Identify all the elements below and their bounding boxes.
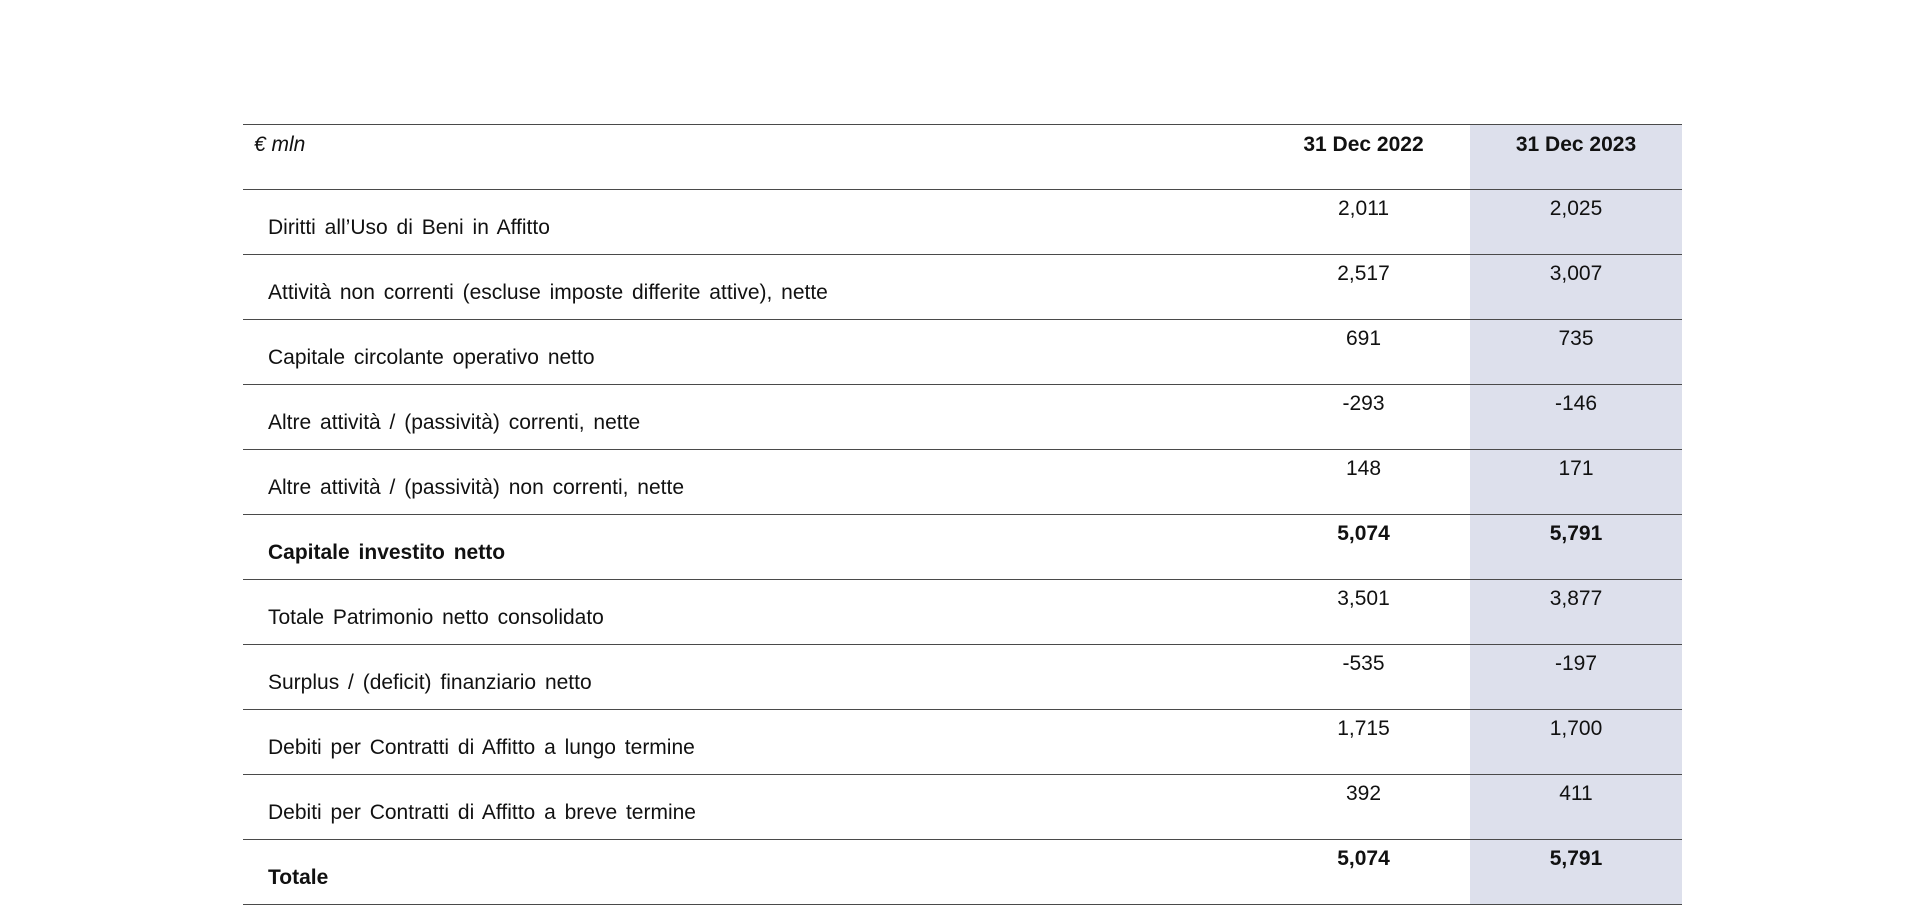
value-2023: 2,025 [1470, 190, 1682, 255]
table-row [243, 385, 1682, 450]
row-label: Capitale circolante operativo netto [243, 320, 1257, 385]
table-row [243, 450, 1682, 515]
value-2022: -293 [1257, 385, 1470, 450]
value-2023: -146 [1470, 385, 1682, 450]
value-2022: -535 [1257, 645, 1470, 710]
net-invested-capital-table [243, 124, 1682, 905]
value-2023: 171 [1470, 450, 1682, 515]
table-row [243, 255, 1682, 320]
financial-table-container [243, 124, 1682, 905]
value-2023: 5,791 [1470, 515, 1682, 580]
table-header-row [243, 125, 1682, 190]
value-2023: 1,700 [1470, 710, 1682, 775]
row-label: Altre attività / (passività) correnti, nette [243, 385, 1257, 450]
row-label: Altre attività / (passività) non correnti, nette [243, 450, 1257, 515]
value-2023: -197 [1470, 645, 1682, 710]
table-row [243, 320, 1682, 385]
value-2023: 3,007 [1470, 255, 1682, 320]
column-header-2023: 31 Dec 2023 [1470, 125, 1682, 190]
value-2022: 1,715 [1257, 710, 1470, 775]
row-label: Surplus / (deficit) finanziario netto [243, 645, 1257, 710]
value-2022: 148 [1257, 450, 1470, 515]
value-2022: 5,074 [1257, 840, 1470, 905]
value-2023: 411 [1470, 775, 1682, 840]
value-2022: 392 [1257, 775, 1470, 840]
table-row [243, 645, 1682, 710]
table-row [243, 515, 1682, 580]
table-body [243, 190, 1682, 905]
row-label: Debiti per Contratti di Affitto a lungo termine [243, 710, 1257, 775]
table-row [243, 840, 1682, 905]
value-2023: 735 [1470, 320, 1682, 385]
table-row [243, 710, 1682, 775]
row-label: Totale [243, 840, 1257, 905]
column-header-2022: 31 Dec 2022 [1257, 125, 1470, 190]
value-2022: 691 [1257, 320, 1470, 385]
row-label: Capitale investito netto [243, 515, 1257, 580]
row-label: Debiti per Contratti di Affitto a breve termine [243, 775, 1257, 840]
table-row [243, 580, 1682, 645]
row-label: Attività non correnti (escluse imposte differite attive), nette [243, 255, 1257, 320]
value-2023: 5,791 [1470, 840, 1682, 905]
value-2022: 2,011 [1257, 190, 1470, 255]
row-label: Totale Patrimonio netto consolidato [243, 580, 1257, 645]
value-2022: 3,501 [1257, 580, 1470, 645]
value-2022: 2,517 [1257, 255, 1470, 320]
value-2022: 5,074 [1257, 515, 1470, 580]
row-label: Diritti all’Uso di Beni in Affitto [243, 190, 1257, 255]
table-row [243, 190, 1682, 255]
unit-label: € mln [243, 125, 1257, 190]
value-2023: 3,877 [1470, 580, 1682, 645]
table-row [243, 775, 1682, 840]
